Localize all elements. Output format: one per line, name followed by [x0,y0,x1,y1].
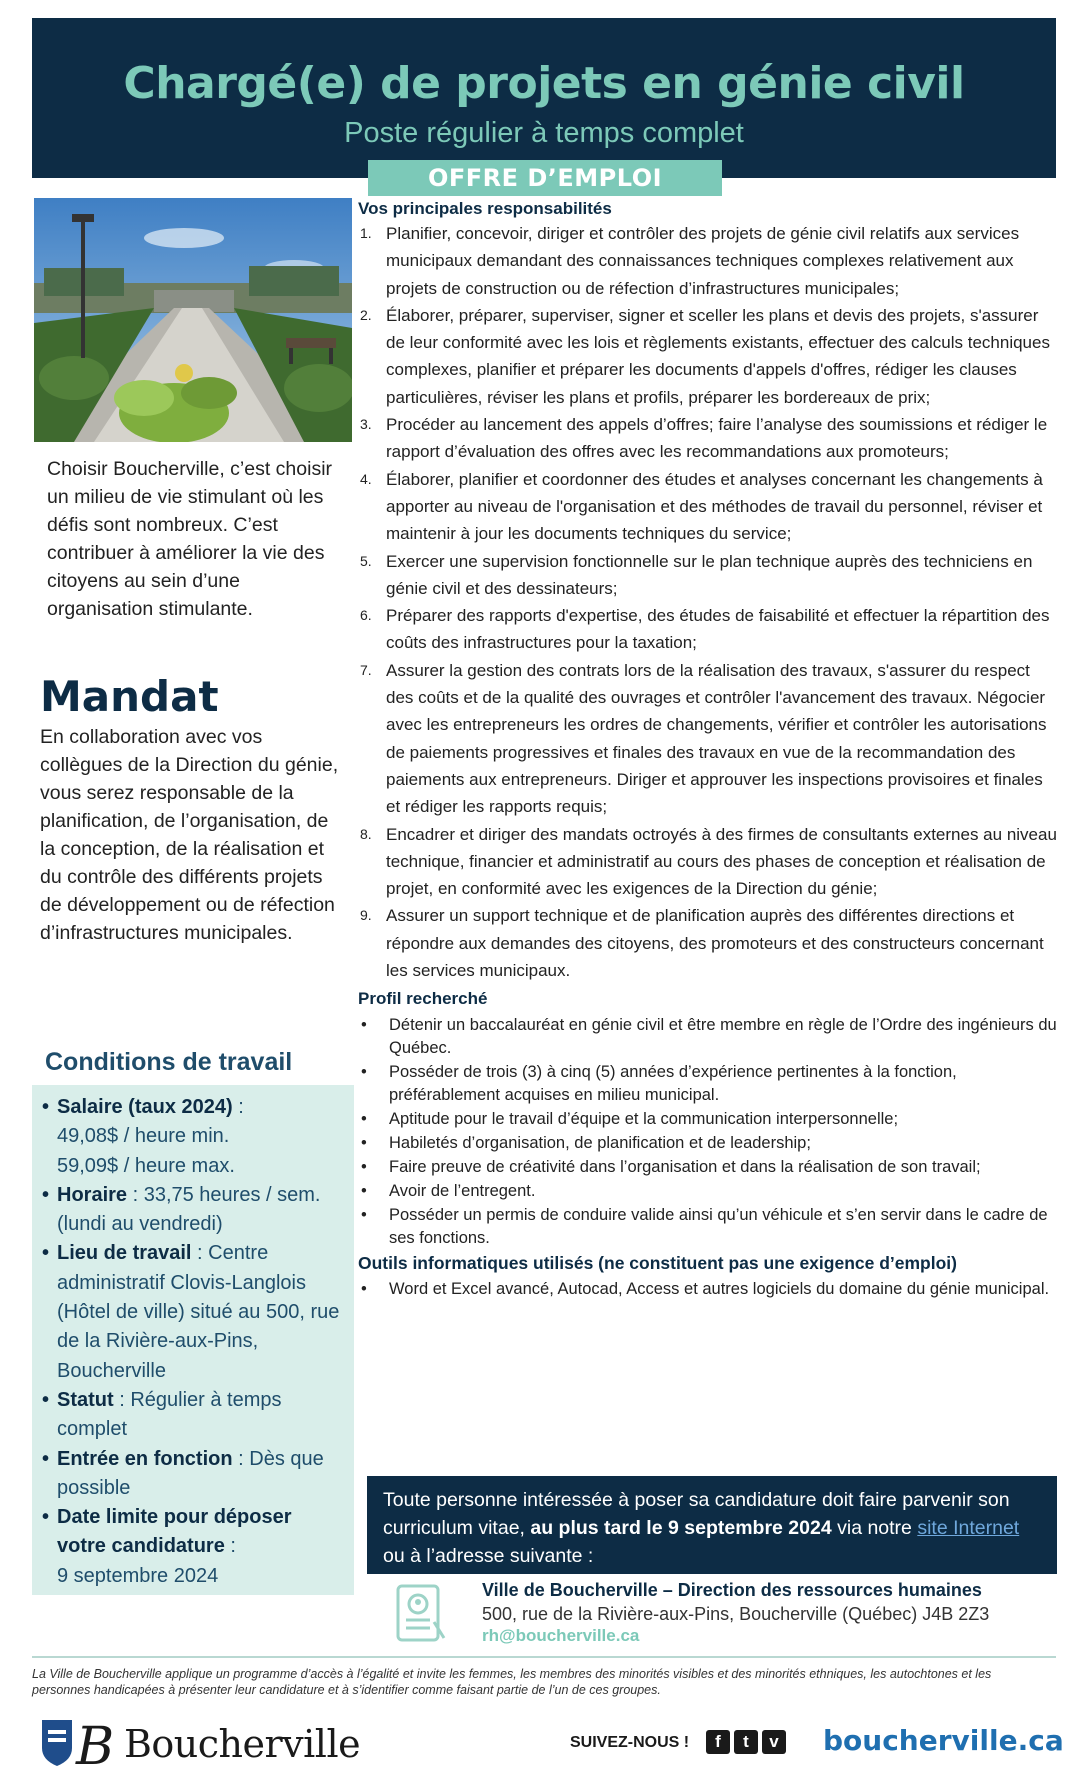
salary-min: 49,08$ / heure min. [57,1125,230,1148]
svg-text:B: B [76,1717,115,1776]
profile-item: • Posséder de trois (3) à cinq (5) années d’expérience pertinentes à la fonction, préférablement acquises en milieu municipal. [358,1061,1058,1107]
logo-wordmark: Boucherville [124,1722,361,1766]
status-label: Statut [57,1388,114,1411]
profile-heading: Profil recherché [358,989,488,1009]
twitter-icon[interactable]: t [734,1730,758,1754]
deadline-label: Date limite pour déposer votre candidature [57,1506,292,1558]
contact-address: 500, rue de la Rivière-aux-Pins, Boucherville (Québec) J4B 2Z3 [482,1604,990,1624]
responsibility-number: 8. [360,825,372,842]
profile-item: • Détenir un baccalauréat en génie civil et être membre en règle de l’Ordre des ingénieurs du Québec. [358,1014,1058,1060]
website-link[interactable]: site Internet [917,1517,1020,1539]
responsibility-item [358,657,1058,821]
responsibility-text: Exercer une supervision fonctionnelle sur le plan technique auprès des techniciens en génie civil et des dessinateurs; [386,551,1033,598]
responsibility-number: 1. [360,225,372,241]
apply-box [367,1476,1057,1574]
status-value: : Régulier à temps complet [57,1388,282,1441]
salary-max: 59,09$ / heure max. [57,1154,235,1177]
condition-location [42,1239,342,1385]
location-label: Lieu de travail [57,1242,192,1265]
responsibility-text: Encadrer et diriger des mandats octroyés à des firmes de consultants externes au niveau technique, financier et administratif au cours des phases de conception et réalisation de projet, en conformité avec les exigences de la Direction du génie; [386,824,1057,899]
deadline-value: 9 septembre 2024 [57,1564,219,1587]
job-title: Chargé(e) de projets en génie civil [123,58,965,109]
facebook-icon[interactable]: f [706,1730,730,1754]
condition-salary [42,1093,342,1181]
responsibility-text: Préparer des rapports d'expertise, des études de faisabilité et effectuer la répartition des coûts des infrastructures pour la taxation; [386,606,1050,653]
tools-list [358,1278,1058,1301]
website-url[interactable]: boucherville.ca [823,1724,1064,1757]
offer-badge: OFFRE D’EMPLOI [368,160,722,196]
garden-photo [34,198,352,442]
conditions-heading: Conditions de travail [45,1048,293,1076]
mandat-heading: Mandat [40,672,219,721]
deadline-separator: : [224,1535,236,1558]
equal-access-disclaimer: La Ville de Boucherville applique un programme d’accès à l’égalité et invite les femmes, les membres des minorités visibles et des minorités ethniques, les autochtones et les personnes handicapées à présenter leur candidature et à s’identifier comme faisant partie de l’un de ces groupes. [32,1667,992,1697]
responsibility-item [358,220,1058,302]
responsibility-number: 4. [360,470,372,487]
salary-separator: : [232,1096,244,1118]
contact-email[interactable]: rh@boucherville.ca [482,1626,640,1645]
responsibility-item [358,602,1058,657]
profile-item: • Avoir de l’entregent. [358,1180,1058,1203]
responsibility-text: Planifier, concevoir, diriger et contrôler des projets de génie civil relatifs aux services municipaux demandant des connaissances techniques complexes relativement aux projets de construction ou de réfection d’infrastructures municipales; [386,224,1020,298]
responsibility-number: 9. [360,907,372,924]
apply-text-middle: via notre [831,1517,918,1539]
apply-text-after: ou à l’adresse suivante : [383,1545,594,1567]
vimeo-icon[interactable]: v [762,1730,786,1754]
start-label: Entrée en fonction [57,1447,233,1470]
intro-paragraph: Choisir Boucherville, c’est choisir un milieu de vie stimulant où les défis sont nombreux. C’est contribuer à améliorer la vie des citoyens au sein d’une organisation stimulante. [47,458,333,620]
conditions-list [42,1093,342,1591]
responsibility-item [358,466,1058,548]
mandat-paragraph: En collaboration avec vos collègues de la Direction du génie, vous serez responsable de la planification, de l’organisation, de la conception, de la réalisation et du contrôle des différents projets de développement ou de réfection d’infrastructures municipales. [40,726,339,944]
responsibility-item [358,548,1058,603]
tools-item: • Word et Excel avancé, Autocad, Access et autres logiciels du domaine du génie municipal. [358,1278,1058,1301]
location-value: : Centre administratif Clovis-Langlois (Hôtel de ville) situé au 500, rue de la Rivière-aux-Pins, Boucherville [57,1242,340,1382]
responsibility-number: 6. [360,607,372,624]
responsibility-number: 5. [360,552,372,569]
follow-us-label: SUIVEZ-NOUS ! [570,1734,690,1751]
tools-heading: Outils informatiques utilisés (ne constituent pas une exigence d’emploi) [358,1253,957,1274]
condition-status [42,1386,342,1445]
apply-deadline: au plus tard le 9 septembre 2024 [530,1517,832,1539]
responsibilities-heading: Vos principales responsabilités [358,199,612,218]
responsibility-item [358,411,1058,466]
responsibility-text: Élaborer, planifier et coordonner des études et analyses concernant les changements à apporter au niveau de l'organisation et des méthodes de travail du personnel, réviser et maintenir à jour les documents techniques du service; [386,469,1043,544]
responsibility-item [358,821,1058,903]
contact-organization: Ville de Boucherville – Direction des ressources humaines [482,1580,982,1600]
condition-schedule [42,1181,342,1240]
profile-list [358,1014,1058,1250]
profile-item: • Aptitude pour le travail d’équipe et la communication interpersonnelle; [358,1108,1058,1131]
responsibilities-list [358,220,1058,984]
footer-divider [32,1656,1056,1658]
apply-text-before: Toute personne intéressée à poser sa candidature doit faire parvenir son curriculum vitae, [383,1489,1010,1539]
condition-start [42,1445,342,1504]
responsibility-text: Assurer la gestion des contrats lors de la réalisation des travaux, s'assurer du respect des coûts et de la qualité des ouvrages et contrôler l'avancement des travaux. Négocier avec les entrepreneurs les ordres de changements, vérifier et contrôler les autorisations de paiements progressives et finales des travaux en vue de la recommandation des paiements aux entrepreneurs. Diriger et approuver les inspections provisoires et finales et rédiger les rapports requis; [386,660,1047,817]
coat-of-arms-icon [36,1716,120,1776]
profile-item: • Posséder un permis de conduire valide ainsi qu’un véhicule et s’en servir dans le cadre de ses fonctions. [358,1204,1058,1250]
responsibility-number: 7. [360,661,372,678]
conditions-box [32,1085,354,1595]
condition-deadline [42,1503,342,1591]
responsibility-number: 2. [360,306,372,323]
resume-icon [390,1580,448,1646]
responsibility-item [358,902,1058,984]
responsibility-text: Assurer un support technique et de planification auprès des différentes directions et répondre aux demandes des citoyens, des promoteurs et des constructeurs concernant les services municipaux. [386,906,1044,981]
responsibility-text: Procéder au lancement des appels d’offres; faire l’analyse des soumissions et rédiger le rapport d’évaluation des offres avec les recommandations aux promoteurs; [386,415,1048,462]
schedule-label: Horaire [57,1183,128,1206]
responsibility-text: Élaborer, préparer, superviser, signer et sceller les plans et devis des projets, s'assurer de leur conformité avec les lois et règlements existants, effectuer des calculs techniques complexes, planifier et préparer les documents d'appels d'offres, rédiger les clauses particulières, réviser les plans et profils, préparer les bordereaux de prix; [386,305,1050,407]
contact-block [390,1580,1060,1650]
salary-label: Salaire (taux 2024) [57,1096,233,1118]
schedule-value: : 33,75 heures / sem. (lundi au vendredi) [57,1183,321,1236]
responsibility-item [358,302,1058,411]
start-value: : Dès que possible [57,1447,324,1499]
profile-item: • Habiletés d’organisation, de planification et de leadership; [358,1132,1058,1155]
boucherville-logo [36,1716,361,1776]
profile-item: • Faire preuve de créativité dans l’organisation et dans la réalisation de son travail; [358,1156,1058,1179]
responsibility-number: 3. [360,416,372,433]
job-subtitle: Poste régulier à temps complet [344,117,744,149]
header-banner [32,18,1056,178]
right-column [358,198,1058,1302]
